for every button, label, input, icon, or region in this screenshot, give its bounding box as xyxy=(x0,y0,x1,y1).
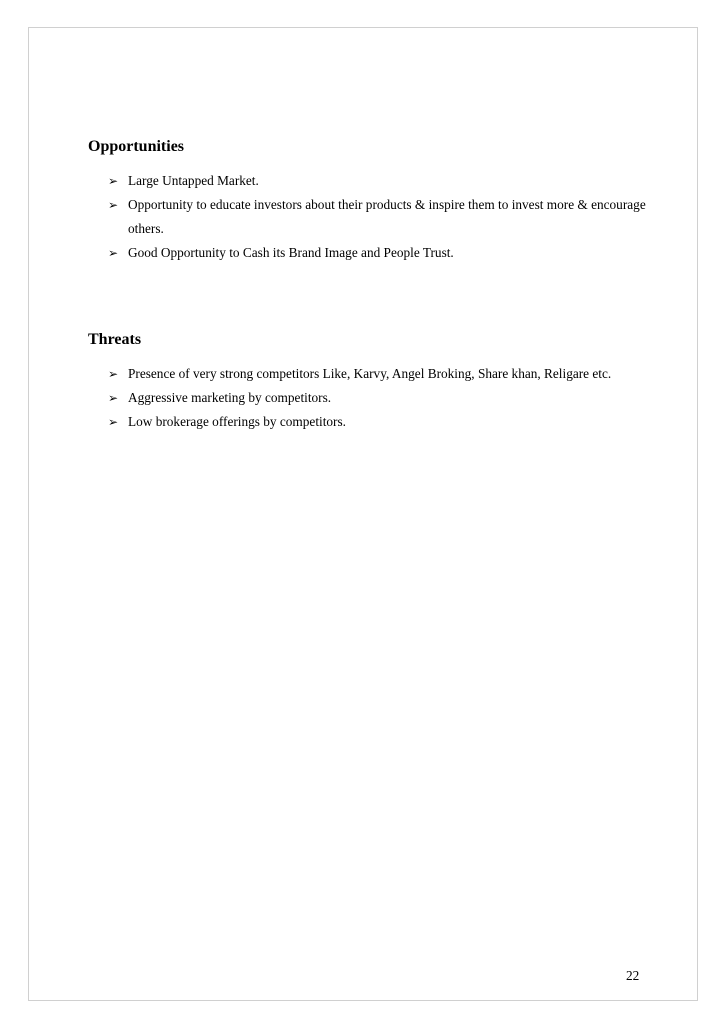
threats-heading: Threats xyxy=(88,331,142,348)
list-item-text: Low brokerage offerings by competitors. xyxy=(128,414,346,429)
list-item-text: Good Opportunity to Cash its Brand Image and People Trust. xyxy=(128,245,454,260)
list-item xyxy=(88,386,668,410)
threats-list xyxy=(88,362,668,434)
list-item-text: Large Untapped Market. xyxy=(128,173,259,188)
list-item-text: Aggressive marketing by competitors. xyxy=(128,390,332,405)
list-item xyxy=(88,241,668,265)
list-item-text: Opportunity to educate investors about their products & inspire them to invest more & encourage others. xyxy=(128,197,646,236)
list-item xyxy=(88,362,648,386)
threats-section xyxy=(88,330,668,434)
list-item xyxy=(88,410,668,434)
arrow-bullet-icon: ➢ xyxy=(108,246,119,260)
arrow-bullet-icon: ➢ xyxy=(108,198,119,212)
page-number: 22 xyxy=(626,968,640,983)
opportunities-section xyxy=(88,137,668,265)
arrow-bullet-icon: ➢ xyxy=(108,367,119,381)
arrow-bullet-icon: ➢ xyxy=(108,415,119,429)
opportunities-heading: Opportunities xyxy=(88,138,185,155)
list-item xyxy=(88,169,668,193)
arrow-bullet-icon: ➢ xyxy=(108,391,119,405)
list-item xyxy=(88,193,668,241)
arrow-bullet-icon: ➢ xyxy=(108,174,119,188)
list-item-text: Presence of very strong competitors Like, Karvy, Angel Broking, Share khan, Religare etc. xyxy=(128,366,612,381)
opportunities-list xyxy=(88,169,668,265)
